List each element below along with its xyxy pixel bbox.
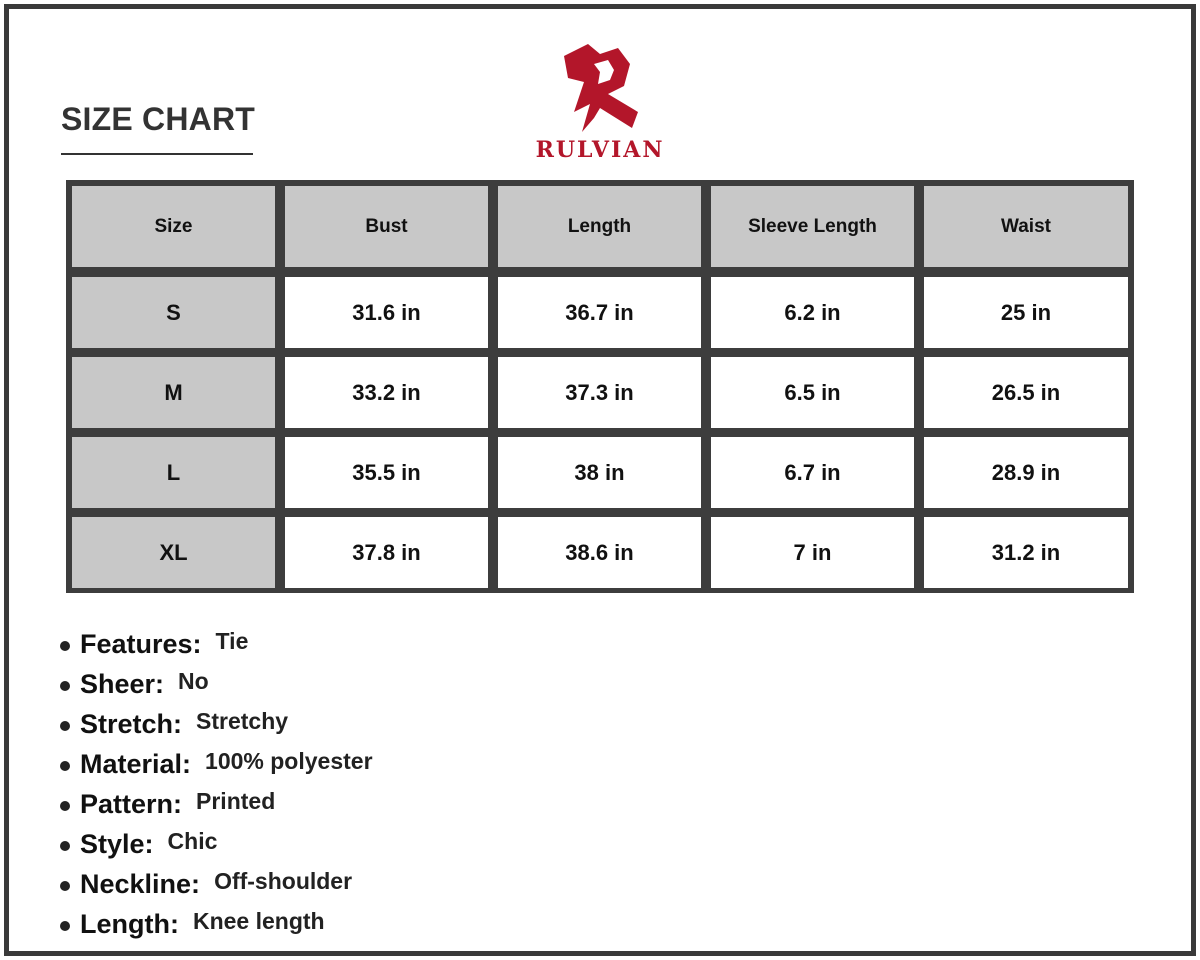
list-item	[60, 864, 373, 904]
table-cell-size: L	[72, 437, 275, 508]
feature-value: Off-shoulder	[214, 867, 353, 894]
table-cell-size: M	[72, 357, 275, 428]
feature-label: Style:	[80, 828, 154, 859]
bullet-icon	[60, 921, 70, 931]
feature-label: Pattern:	[80, 788, 183, 819]
feature-list	[60, 624, 373, 944]
table-cell-bust: 35.5 in	[285, 437, 488, 508]
table-cell-length: 38 in	[498, 437, 701, 508]
list-item	[60, 904, 373, 944]
header-size: Size	[72, 186, 275, 267]
size-chart-table	[66, 180, 1134, 593]
bullet-icon	[60, 881, 70, 891]
header-sleeve-length: Sleeve Length	[711, 186, 914, 267]
table-cell-length: 36.7 in	[498, 277, 701, 348]
table-cell-size: S	[72, 277, 275, 348]
feature-value: No	[178, 667, 209, 694]
bullet-icon	[60, 721, 70, 731]
header-bust: Bust	[285, 186, 488, 267]
table-cell-waist: 28.9 in	[924, 437, 1128, 508]
table-cell-size: XL	[72, 517, 275, 588]
table-cell-sleeve-length: 6.5 in	[711, 357, 914, 428]
feature-value: Stretchy	[196, 707, 289, 734]
list-item	[60, 664, 373, 704]
feature-value: Knee length	[192, 907, 325, 934]
table-cell-sleeve-length: 6.2 in	[711, 277, 914, 348]
bullet-icon	[60, 681, 70, 691]
header-length: Length	[498, 186, 701, 267]
table-cell-bust: 31.6 in	[285, 277, 488, 348]
table-cell-bust: 33.2 in	[285, 357, 488, 428]
feature-value: Chic	[167, 827, 218, 854]
list-item	[60, 784, 373, 824]
feature-label: Features:	[80, 628, 202, 659]
table-cell-length: 37.3 in	[498, 357, 701, 428]
table-cell-length: 38.6 in	[498, 517, 701, 588]
feature-label: Sheer:	[80, 668, 165, 699]
list-item	[60, 624, 373, 664]
table-cell-waist: 25 in	[924, 277, 1128, 348]
table-cell-sleeve-length: 7 in	[711, 517, 914, 588]
feature-label: Neckline:	[80, 868, 201, 899]
r-monogram-logo-icon	[560, 42, 642, 134]
bullet-icon	[60, 761, 70, 771]
table-cell-waist: 26.5 in	[924, 357, 1128, 428]
page-title: SIZE CHART	[61, 101, 255, 137]
bullet-icon	[60, 641, 70, 651]
feature-value: Tie	[215, 627, 249, 654]
list-item	[60, 744, 373, 784]
feature-value: Printed	[196, 787, 276, 814]
feature-label: Stretch:	[80, 708, 183, 739]
feature-label: Material:	[80, 748, 192, 779]
brand-name: RULVIAN	[535, 137, 665, 163]
list-item	[60, 824, 373, 864]
header-waist: Waist	[924, 186, 1128, 267]
feature-value: 100% polyester	[205, 747, 373, 774]
brand-logo	[520, 40, 680, 165]
table-cell-waist: 31.2 in	[924, 517, 1128, 588]
table-cell-sleeve-length: 6.7 in	[711, 437, 914, 508]
list-item	[60, 704, 373, 744]
bullet-icon	[60, 801, 70, 811]
table-cell-bust: 37.8 in	[285, 517, 488, 588]
bullet-icon	[60, 841, 70, 851]
feature-label: Length:	[80, 908, 179, 939]
title-underline	[61, 153, 253, 155]
